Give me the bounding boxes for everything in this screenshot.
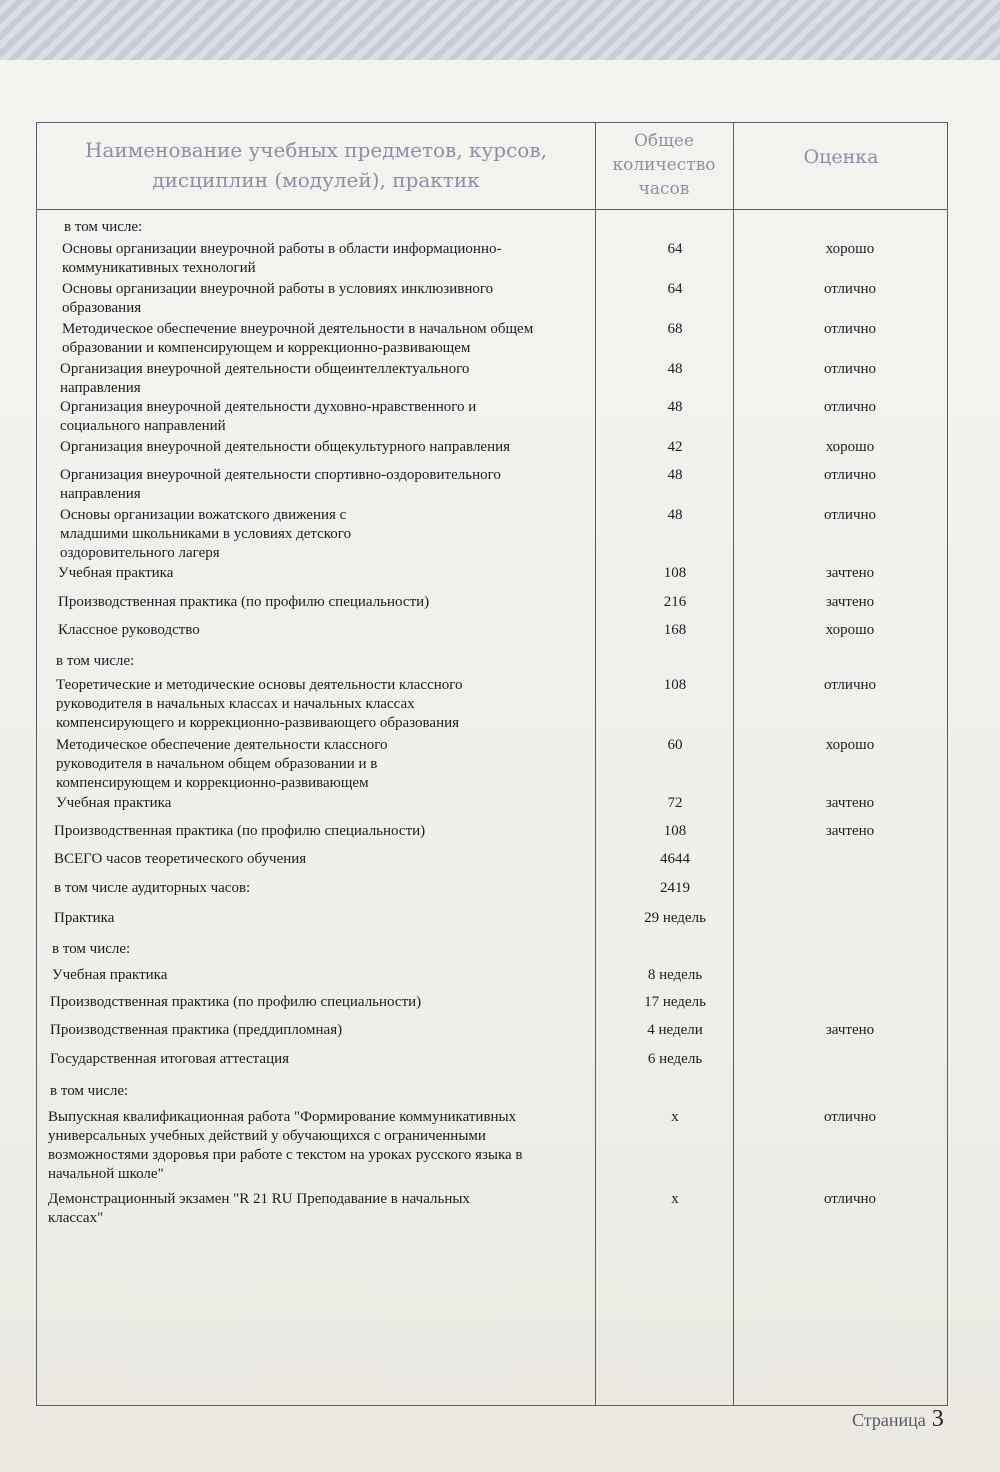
header-hours: Общее количество часов: [612, 131, 716, 199]
subject-name: в том числе:: [56, 653, 135, 669]
grade-cell: отлично: [823, 1109, 877, 1125]
grade-cell: зачтено: [825, 565, 875, 581]
hours-cell: 4644: [660, 851, 690, 867]
hours-cell: 60: [667, 737, 683, 753]
hours-cell: 108: [663, 823, 687, 839]
hours-cell: 216: [663, 594, 687, 610]
subject-name: Организация внеурочной деятельности общекультурного направления: [60, 439, 511, 455]
subject-name: Государственная итоговая аттестация: [50, 1051, 290, 1067]
hours-cell: 17 недель: [644, 994, 706, 1010]
column-divider: [733, 123, 734, 1405]
hours-cell: 168: [663, 622, 687, 638]
subject-name: Производственная практика (по профилю специальности): [54, 823, 426, 839]
grade-cell: зачтено: [825, 1022, 875, 1038]
subject-name: Учебная практика: [58, 565, 174, 581]
subject-name: Методическое обеспечение деятельности классного руководителя в начальном общем образовании и в компенсирующем и коррекционно-развивающем: [56, 737, 388, 791]
grade-cell: зачтено: [825, 795, 875, 811]
page-footer: [852, 1406, 944, 1433]
grade-cell: отлично: [823, 507, 877, 523]
grade-cell: хорошо: [825, 241, 875, 257]
subject-name: в том числе аудиторных часов:: [54, 880, 251, 896]
subject-name: Классное руководство: [58, 622, 200, 638]
hours-cell: х: [671, 1109, 679, 1125]
subject-name: Учебная практика: [56, 795, 172, 811]
subject-name: Основы организации вожатского движения с младшими школьниками в условиях детского оздоровительного лагеря: [60, 507, 352, 561]
header-grade: Оценка: [803, 146, 879, 168]
header-divider: [37, 209, 947, 210]
grade-cell: зачтено: [825, 594, 875, 610]
subject-name: Основы организации внеурочной работы в области информационно-коммуникативных технологий: [62, 241, 502, 276]
grade-cell: отлично: [823, 361, 877, 377]
hours-cell: 48: [667, 507, 683, 523]
hours-cell: 6 недель: [647, 1051, 703, 1067]
hours-cell: 29 недель: [644, 910, 706, 926]
hours-cell: 64: [667, 281, 683, 297]
hours-cell: 108: [663, 565, 687, 581]
hours-cell: 48: [667, 361, 683, 377]
grade-cell: отлично: [823, 467, 877, 483]
page-label: Страница: [852, 1410, 926, 1430]
subject-name: в том числе:: [50, 1083, 129, 1099]
subject-name: в том числе:: [52, 941, 131, 957]
hours-cell: 108: [663, 677, 687, 693]
column-divider: [595, 123, 596, 1405]
hours-cell: 48: [667, 467, 683, 483]
hours-cell: 68: [667, 321, 683, 337]
hours-cell: 48: [667, 399, 683, 415]
page-number: 3: [931, 1406, 944, 1432]
hours-cell: 72: [667, 795, 683, 811]
subject-name: Практика: [54, 910, 115, 926]
hours-cell: 8 недель: [647, 967, 703, 983]
subject-name: Организация внеурочной деятельности спортивно-оздоровительного направления: [60, 467, 501, 502]
subject-name: Основы организации внеурочной работы в условиях инклюзивного образования: [62, 281, 494, 316]
grade-cell: хорошо: [825, 737, 875, 753]
grade-cell: зачтено: [825, 823, 875, 839]
subject-name: в том числе:: [64, 219, 143, 235]
subject-name: Производственная практика (по профилю специальности): [50, 994, 422, 1010]
subject-name: Демонстрационный экзамен "R 21 RU Преподавание в начальных классах": [48, 1191, 470, 1226]
grade-cell: отлично: [823, 281, 877, 297]
subject-name: Производственная практика (по профилю специальности): [58, 594, 430, 610]
hours-cell: 2419: [660, 880, 690, 896]
subject-name: ВСЕГО часов теоретического обучения: [54, 851, 307, 867]
hours-cell: х: [671, 1191, 679, 1207]
subject-name: Производственная практика (преддипломная): [50, 1022, 343, 1038]
hours-cell: 4 недели: [647, 1022, 703, 1038]
grade-cell: хорошо: [825, 622, 875, 638]
subject-name: Выпускная квалификационная работа "Формирование коммуникативных универсальных учебных действий у обучающихся с ограниченными возможностями здоровья при работе с текстом на уроках русского языка в начальной школе": [48, 1109, 523, 1182]
subject-name: Теоретические и методические основы деятельности классного руководителя в начальных классах и начальных классах компенсирующего и коррекционно-развивающего образования: [56, 677, 463, 731]
header-subject: Наименование учебных предметов, курсов, дисциплин (модулей), практик: [85, 138, 547, 192]
hours-cell: 64: [667, 241, 683, 257]
grade-cell: отлично: [823, 399, 877, 415]
subject-name: Учебная практика: [52, 967, 168, 983]
hours-cell: 42: [667, 439, 683, 455]
grade-cell: отлично: [823, 1191, 877, 1207]
subject-name: Организация внеурочной деятельности духовно-нравственного и социального направлений: [60, 399, 477, 434]
subject-name: Методическое обеспечение внеурочной деятельности в начальном общем образовании и компенсирующем и коррекционно-развивающем: [62, 321, 534, 356]
grade-cell: отлично: [823, 321, 877, 337]
subject-name: Организация внеурочной деятельности общеинтеллектуального направления: [60, 361, 470, 396]
grade-cell: хорошо: [825, 439, 875, 455]
grade-cell: отлично: [823, 677, 877, 693]
